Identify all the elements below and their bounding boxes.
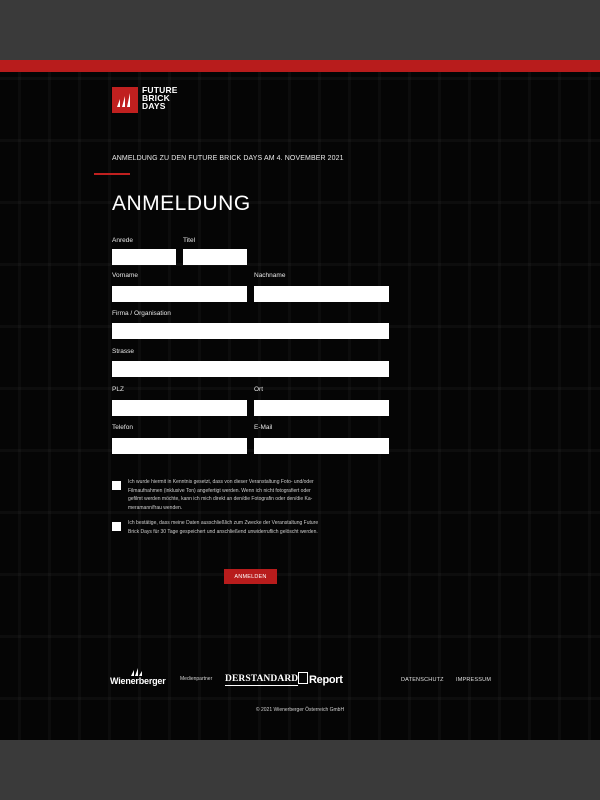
consent-line: Filmaufnahmen (inklusive Ton) angefertigt werden. Wenn ich nicht fotografiert oder	[128, 487, 311, 494]
vorname-label: Vorname	[112, 272, 139, 279]
consent-line: Ich bestätige, dass meine Daten ausschließlich zum Zwecke der Veranstaltung Future	[128, 520, 319, 526]
red-header-bar	[0, 60, 600, 72]
email-label: E-Mail	[254, 424, 273, 431]
data-consent-checkbox[interactable]	[112, 522, 121, 531]
ort-label: Ort	[254, 386, 264, 393]
logo-line: BRICK	[142, 93, 170, 103]
strasse-field[interactable]	[112, 361, 389, 377]
report-wordmark: Report	[309, 674, 343, 686]
plz-label: PLZ	[112, 386, 124, 393]
consent-line: gefilmt werden möchte, kann ich mich direkt an den/die Fotografin oder den/die Ka-	[128, 496, 313, 503]
titel-field[interactable]	[183, 249, 247, 265]
event-subtitle: ANMELDUNG ZU DEN FUTURE BRICK DAYS AM 4. NOVEMBER 2021	[112, 155, 344, 162]
nachname-label: Nachname	[254, 272, 286, 279]
wienerberger-wordmark: Wienerberger	[110, 676, 166, 686]
logo-wordmark	[142, 86, 178, 110]
copyright: © 2021 Wienerberger Österreich GmbH	[255, 707, 345, 713]
anrede-field[interactable]	[112, 249, 176, 265]
bottom-backdrop	[0, 740, 600, 800]
future-brick-days-logo[interactable]	[112, 86, 178, 113]
plz-field[interactable]	[112, 400, 247, 416]
top-backdrop	[0, 0, 600, 60]
anrede-label: Anrede	[112, 237, 133, 244]
firma-field[interactable]	[112, 323, 389, 339]
photo-consent-text	[128, 478, 314, 512]
logo-line: FUTURE	[142, 85, 178, 95]
titel-label: Titel	[183, 237, 196, 244]
datenschutz-link[interactable]: DATENSCHUTZ	[401, 677, 444, 683]
impressum-link[interactable]: IMPRESSUM	[456, 677, 492, 683]
vorname-field[interactable]	[112, 286, 247, 302]
page-title: ANMELDUNG	[112, 192, 251, 215]
consent-line: meramann/frau wenden.	[128, 504, 183, 511]
consent-line: Brick Days für 30 Tage gespeichert und anschließend unwiderruflich gelöscht werden.	[128, 528, 318, 535]
photo-consent-checkbox[interactable]	[112, 481, 121, 490]
brick-logo-icon	[112, 87, 138, 113]
consent-line: Ich wurde hiermit in Kenntnis gesetzt, dass von dieser Veranstaltung Foto- und/oder	[128, 479, 314, 485]
submit-button[interactable]: ANMELDEN	[224, 569, 277, 584]
wienerberger-mark-icon	[130, 667, 144, 676]
strasse-label: Strasse	[112, 348, 135, 355]
ort-field[interactable]	[254, 400, 389, 416]
telefon-label: Telefon	[112, 424, 133, 431]
derstandard-logo[interactable]: DERSTANDARD	[225, 674, 299, 684]
firma-label: Firma / Organisation	[112, 310, 171, 317]
logo-line: DAYS	[142, 101, 166, 111]
telefon-field[interactable]	[112, 438, 247, 454]
data-consent-text	[128, 519, 318, 536]
report-mark-icon	[298, 672, 308, 684]
red-accent-line	[94, 173, 130, 175]
email-field[interactable]	[254, 438, 389, 454]
medienpartner-label: Medienpartner	[180, 676, 213, 682]
nachname-field[interactable]	[254, 286, 389, 302]
